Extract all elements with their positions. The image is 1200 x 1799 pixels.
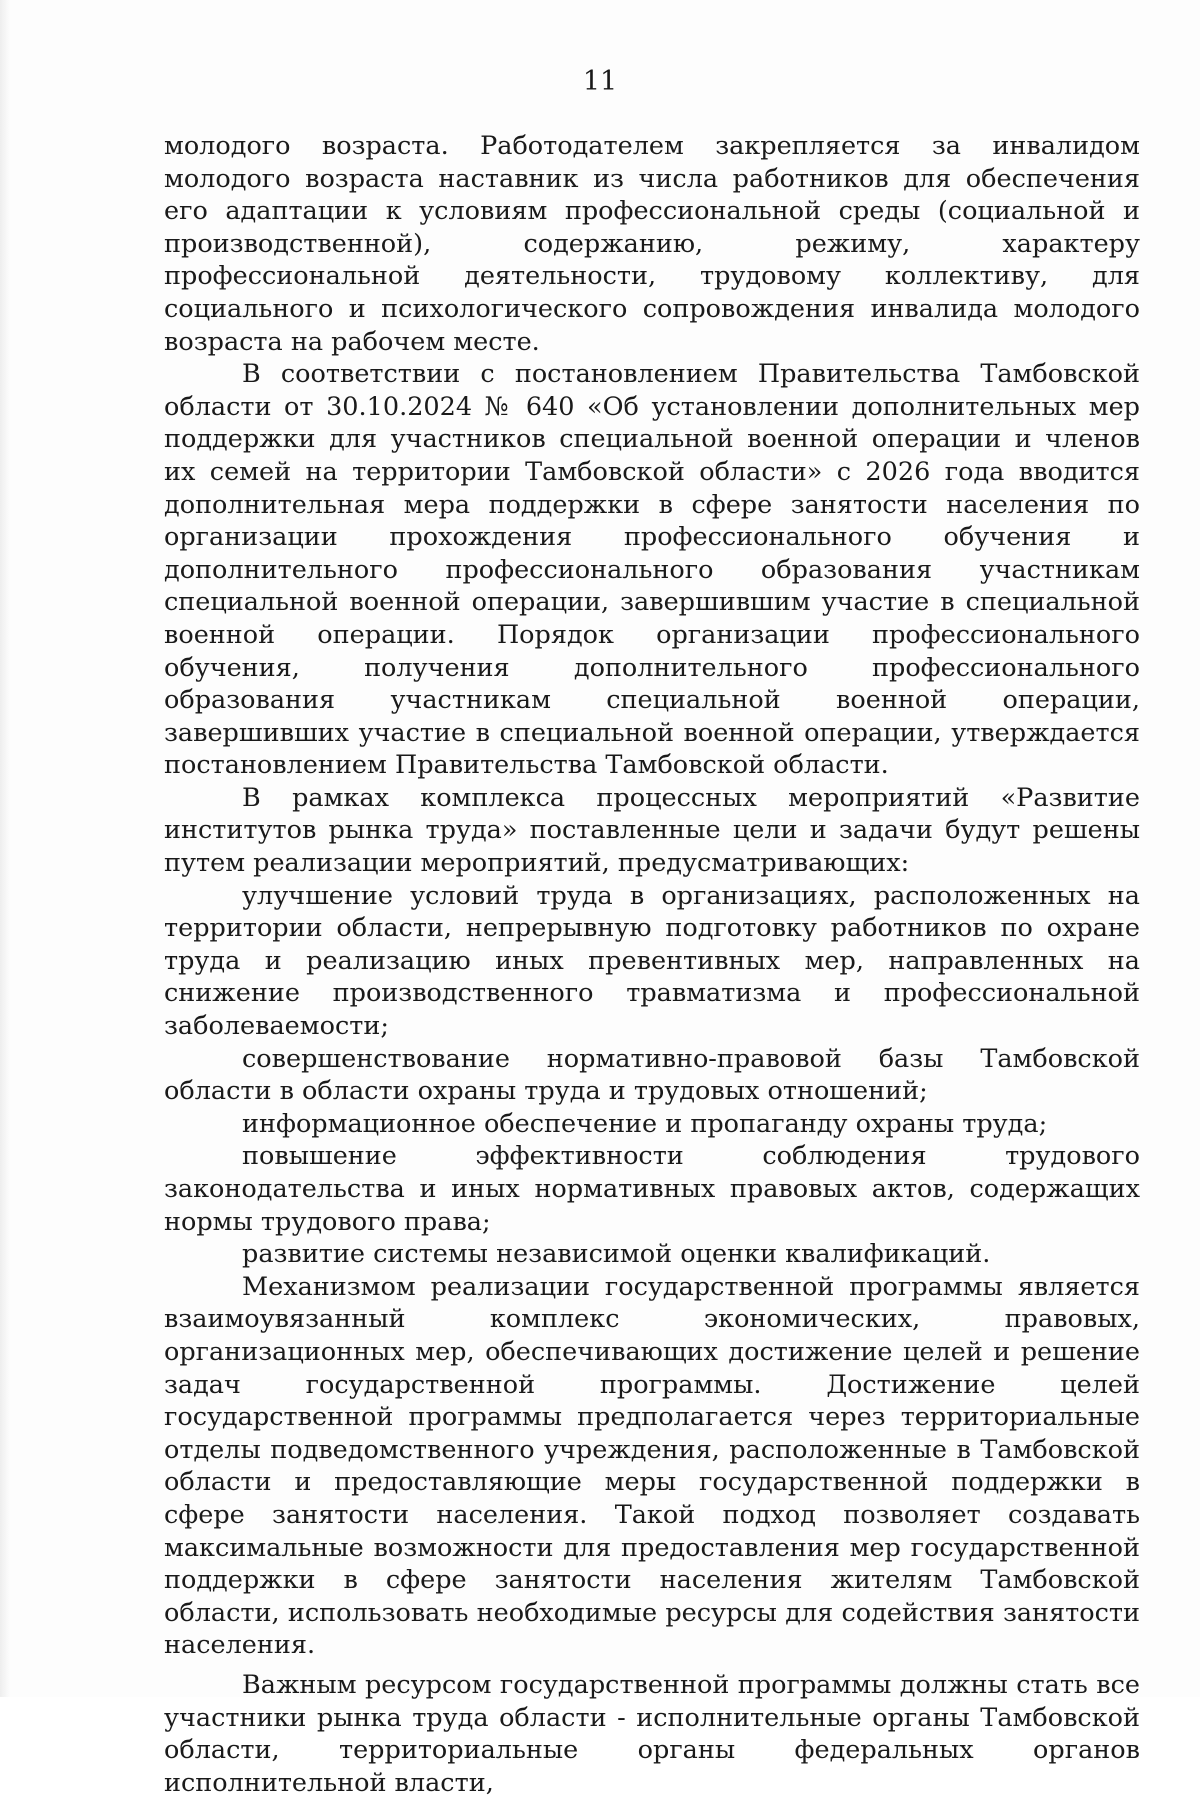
paragraph-implementation-mechanism: Механизмом реализации государственной программы является взаимоувязанный комплекс экономических, правовых, организационных мер, обеспечивающих достижение целей и решение задач государственной программы. Достижение целей государственной программы предполагается через территориальные отделы подведомственного учреждения, расположенные в Тамбовской области и предоставляющие меры государственной поддержки в сфере занятости населения. Такой подход позволяет создавать максимальные возможности для предоставления мер государственной поддержки в сфере занятости населения жителям Тамбовской области, использовать необходимые ресурсы для содействия занятости населения. [164, 1271, 1140, 1661]
document-body [164, 130, 1140, 1799]
paragraph-svo-support-measure: В соответствии с постановлением Правительства Тамбовской области от 30.10.2024 № 640 «Об установлении дополнительных мер поддержки для участников специальной военной операции и членов их семей на территории Тамбовской области» с 2026 года вводится дополнительная мера поддержки в сфере занятости населения по организации прохождения профессионального обучения и дополнительного профессионального образования участникам специальной военной операции, завершившим участие в специальной военной операции. Порядок организации профессионального обучения, получения дополнительного профессионального образования участникам специальной военной операции, завершивших участие в специальной военной операции, утверждается постановлением Правительства Тамбовской области. [164, 359, 1140, 781]
scan-edge [0, 0, 10, 1697]
paragraph-program-resources: Важным ресурсом государственной программы должны стать все участники рынка труда области - исполнительные органы Тамбовской области, территориальные органы федеральных органов исполнительной власти, [164, 1669, 1140, 1798]
page-number: 11 [582, 66, 618, 97]
list-item-qualification-assessment: развитие системы независимой оценки квалификаций. [242, 1239, 991, 1270]
list-item-working-conditions: улучшение условий труда в организациях, расположенных на территории области, непрерывную подготовку работников по охране труда и реализацию иных превентивных мер, направленных на снижение производственного травматизма и профессиональной заболеваемости; [164, 880, 1140, 1042]
paragraph-labor-market-institutions: В рамках комплекса процессных мероприятий «Развитие институтов рынка труда» поставленные цели и задачи будут решены путем реализации мероприятий, предусматривающих: [164, 782, 1140, 879]
list-item-information-support: информационное обеспечение и пропаганду охраны труда; [242, 1108, 1048, 1139]
list-item-regulatory-base: совершенствование нормативно-правовой базы Тамбовской области в области охраны труда и трудовых отношений; [164, 1043, 1140, 1107]
list-item-compliance: повышение эффективности соблюдения трудового законодательства и иных нормативных правовых актов, содержащих нормы трудового права; [164, 1141, 1140, 1237]
paragraph-young-disabled-mentor: молодого возраста. Работодателем закрепляется за инвалидом молодого возраста наставник из числа работников для обеспечения его адаптации к условиям профессиональной среды (социальной и производственной), содержанию, режиму, характеру профессиональной деятельности, трудовому коллективу, для социального и психологического сопровождения инвалида молодого возраста на рабочем месте. [164, 131, 1140, 357]
